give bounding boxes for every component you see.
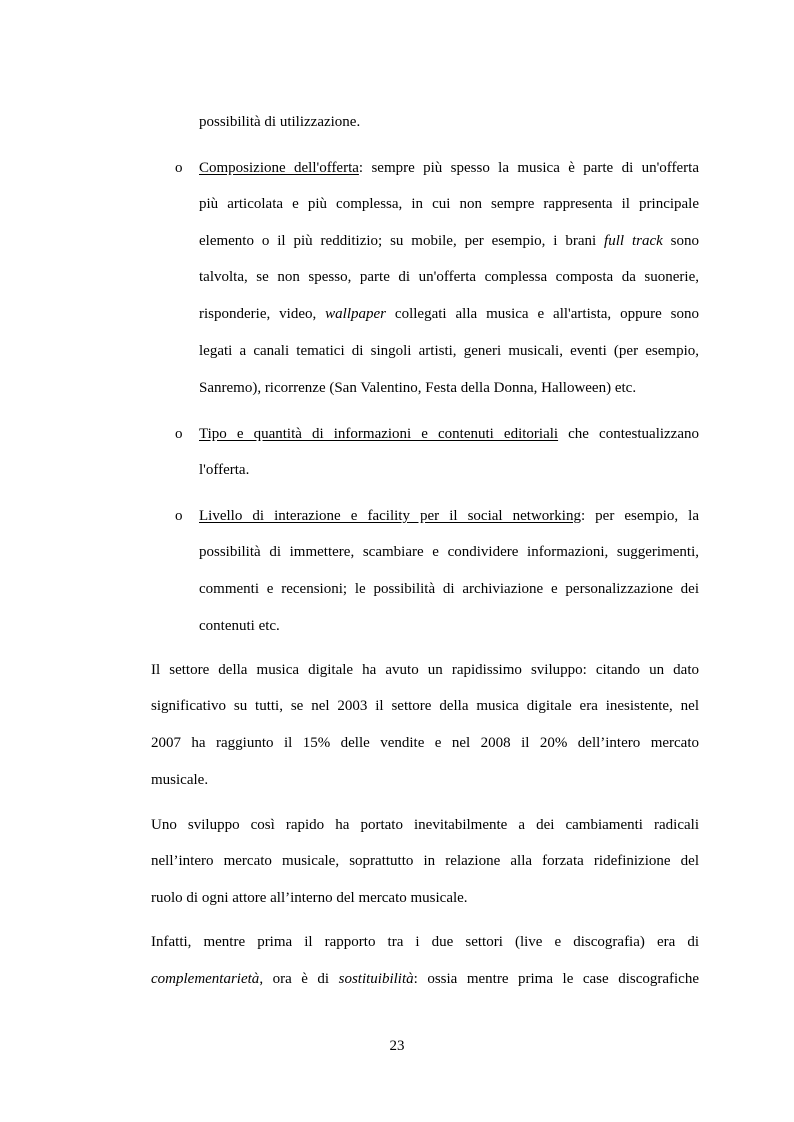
continuation-line: possibilità di utilizzazione. (199, 114, 361, 130)
bullet-2-line-1 (199, 425, 699, 443)
italic-term: wallpaper (325, 306, 386, 322)
bullet-1-line-4: talvolta, se non spesso, parte di un'offerta complessa composta da suonerie, (199, 269, 699, 285)
bullet-1-line-5 (199, 305, 699, 323)
bullet-3-line-3: commenti e recensioni; le possibilità di archiviazione e personalizzazione dei (199, 581, 699, 597)
bullet-1-line-1 (199, 159, 699, 177)
para-2-line-1: Uno sviluppo così rapido ha portato inevitabilmente a dei cambiamenti radicali (151, 817, 699, 833)
bullet-1-line-3 (199, 232, 699, 250)
bullet-3-text: : per esempio, la (580, 508, 699, 524)
bullet-3-line-4: contenuti etc. (199, 618, 280, 634)
italic-term: complementarietà (151, 971, 260, 987)
para-2-line-2: nell’intero mercato musicale, soprattutto in relazione alla forzata ridefinizione del (151, 853, 699, 869)
bullet-2-line-2: l'offerta. (199, 462, 250, 478)
text-span: , ora è di (259, 971, 339, 987)
page-number: 23 (389, 1038, 405, 1054)
bullet-1-term: Composizione dell'offerta (199, 160, 359, 176)
para-3-line-2 (151, 970, 699, 988)
italic-term: full track (604, 233, 663, 249)
text-span: collegati alla musica e all'artista, oppure sono (386, 306, 699, 322)
text-span: sono (662, 233, 699, 249)
text-span: risponderie, video, (199, 306, 326, 322)
para-3-line-1: Infatti, mentre prima il rapporto tra i due settori (live e discografia) era di (151, 934, 699, 950)
text-span: elemento o il più redditizio; su mobile, per esempio, i brani (199, 233, 605, 249)
bullet-1-line-6: legati a canali tematici di singoli artisti, generi musicali, eventi (per esempio, (199, 343, 699, 359)
para-1-line-4: musicale. (151, 772, 209, 788)
bullet-marker: o (175, 426, 183, 442)
para-1-line-3: 2007 ha raggiunto il 15% delle vendite e nel 2008 il 20% dell’intero mercato (151, 735, 699, 751)
bullet-3-line-2: possibilità di immettere, scambiare e condividere informazioni, suggerimenti, (199, 544, 699, 560)
bullet-2-text: che contestualizzano (558, 426, 699, 442)
para-1-line-2: significativo su tutti, se nel 2003 il settore della musica digitale era inesistente, nel (151, 698, 699, 714)
text-span: : ossia mentre prima le case discografiche (413, 971, 699, 987)
bullet-3-term: Livello di interazione e facility per il social networking (199, 508, 581, 524)
bullet-2-term: Tipo e quantità di informazioni e contenuti editoriali (199, 426, 559, 442)
bullet-3-line-1 (199, 507, 699, 525)
para-2-line-3: ruolo di ogni attore all’interno del mercato musicale. (151, 890, 468, 906)
italic-term: sostituibilità (338, 971, 414, 987)
bullet-marker: o (175, 160, 183, 176)
bullet-1-line-2: più articolata e più complessa, in cui non sempre rappresenta il principale (199, 196, 699, 212)
para-1-line-1: Il settore della musica digitale ha avuto un rapidissimo sviluppo: citando un dato (151, 662, 699, 678)
bullet-marker: o (175, 508, 183, 524)
bullet-1-line-7: Sanremo), ricorrenze (San Valentino, Festa della Donna, Halloween) etc. (199, 380, 637, 396)
bullet-1-text: : sempre più spesso la musica è parte di un'offerta (358, 160, 699, 176)
